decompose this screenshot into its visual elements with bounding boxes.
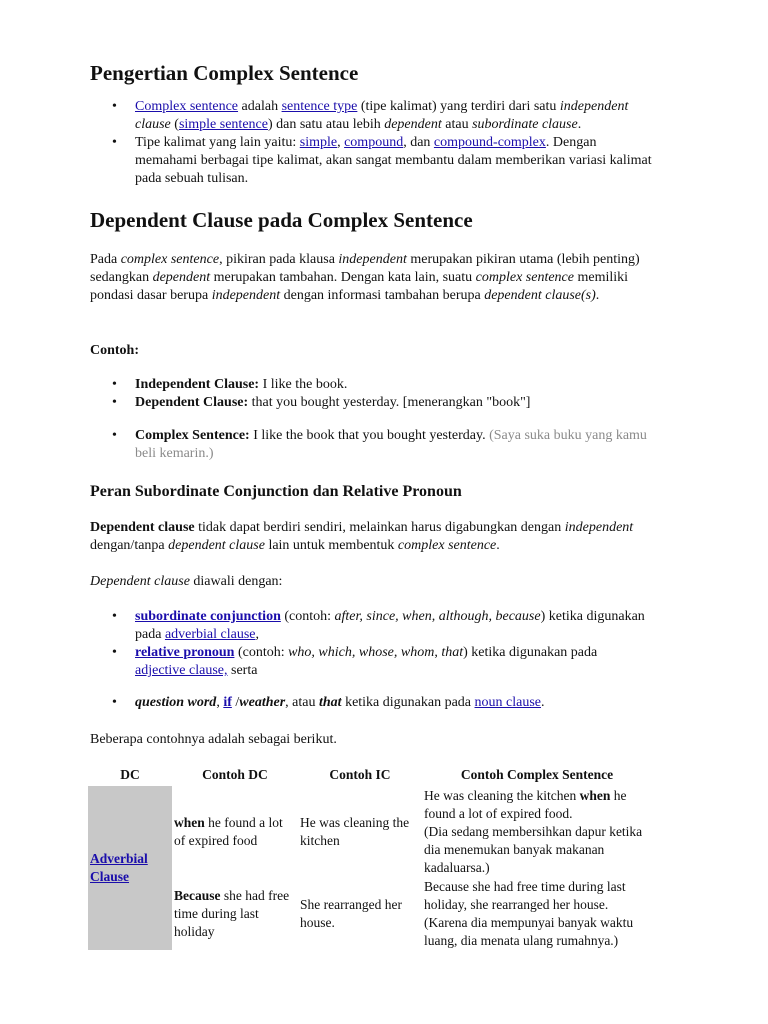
link-sentence-type[interactable]: sentence type <box>281 99 358 114</box>
header-dc: DC <box>120 767 140 782</box>
link-subordinate-conjunction[interactable]: subordinate conjunction <box>135 609 281 624</box>
list-item: • Dependent Clause: that you bought yesterday. [menerangkan "book"] <box>90 394 660 412</box>
heading-peran: Peran Subordinate Conjunction dan Relative Pronoun <box>90 483 462 500</box>
complex-example-list <box>90 427 660 463</box>
cell-contoh-ic: She rearranged her house. <box>300 897 402 930</box>
link-compound-complex[interactable]: compound-complex <box>433 135 546 150</box>
list-item: • question word, if /weather, atau that ketika digunakan pada noun clause. <box>90 694 660 712</box>
link-complex-sentence[interactable]: Complex sentence <box>135 99 239 114</box>
table-header-row <box>88 764 652 786</box>
cell-contoh-dc: when he found a lot of expired food <box>174 815 283 848</box>
cell-contoh-complex: He was cleaning the kitchen when he found a lot of expired food. (Dia sedang membersihkan dapur ketika dia menemukan banyak makanan kadaluarsa.) <box>424 788 643 875</box>
paragraph-definition: Pada complex sentence, pikiran pada klausa independent merupakan pikiran utama (lebih penting) sedangkan dependent merupakan tambahan. Dengan kata lain, suatu complex sentence memiliki pondasi dasar berupa independent dengan informasi tambahan berupa dependent clause(s). <box>90 252 640 303</box>
list-item: • subordinate conjunction (contoh: after, since, when, although, because) ketika digunakan pada adverbial clause, <box>90 608 650 644</box>
list-item: • Complex Sentence: I like the book that you bought yesterday. (Saya suka buku yang kamu beli kemarin.) <box>90 427 660 463</box>
link-adjective-clause[interactable]: adjective clause, <box>135 663 228 678</box>
link-if[interactable]: if <box>223 695 232 710</box>
header-contoh-complex: Contoh Complex Sentence <box>460 767 614 782</box>
contoh-label: Contoh: <box>90 343 140 358</box>
cell-contoh-complex: Because she had free time during last holiday, she rearranged her house. (Karena dia mempunyai banyak waktu luang, dia menata ulang rumahnya.) <box>424 879 634 948</box>
paragraph-starters-intro: Dependent clause diawali dengan: <box>90 574 283 589</box>
link-adverbial-clause-table[interactable]: Adverbial Clause <box>90 851 148 884</box>
link-simple[interactable]: simple <box>299 135 338 150</box>
table-row <box>88 786 652 878</box>
translation: (Saya suka buku yang kamu beli kemarin.) <box>135 428 647 461</box>
link-compound[interactable]: compound <box>344 135 404 150</box>
heading-dependent-clause: Dependent Clause pada Complex Sentence <box>90 208 473 232</box>
link-simple-sentence[interactable]: simple sentence <box>178 117 268 132</box>
list-item: • Independent Clause: I like the book. <box>90 376 660 394</box>
list-item: • Complex sentence adalah sentence type (tipe kalimat) yang terdiri dari satu independent clause (simple sentence) dan satu atau lebih dependent atau subordinate clause. <box>90 98 660 134</box>
cell-contoh-ic: He was cleaning the kitchen <box>300 815 410 848</box>
question-list <box>90 694 660 712</box>
header-contoh-ic: Contoh IC <box>329 767 391 782</box>
header-contoh-dc: Contoh DC <box>202 767 268 782</box>
paragraph-dependent-clause: Dependent clause tidak dapat berdiri sendiri, melainkan harus digabungkan dengan independent dengan/tanpa dependent clause lain untuk membentuk complex sentence. <box>90 520 634 553</box>
heading-pengertian: Pengertian Complex Sentence <box>90 61 359 85</box>
cell-contoh-dc: Because she had free time during last holiday <box>174 888 290 939</box>
intro-list <box>90 98 660 188</box>
list-item: • relative pronoun (contoh: who, which, whose, whom, that) ketika digunakan pada adjective clause, serta <box>90 644 650 680</box>
paragraph-examples-intro: Beberapa contohnya adalah sebagai berikut. <box>90 732 337 747</box>
list-item: • Tipe kalimat yang lain yaitu: simple, compound, dan compound-complex. Dengan memahami berbagai tipe kalimat, akan sangat membantu dalam memberikan variasi kalimat pada sebuah tulisan. <box>90 134 660 188</box>
link-relative-pronoun[interactable]: relative pronoun <box>135 645 235 660</box>
examples-table <box>88 764 652 950</box>
table-row <box>88 878 652 950</box>
starters-list <box>90 608 650 680</box>
dc-cell <box>88 786 172 950</box>
link-noun-clause[interactable]: noun clause <box>474 695 541 710</box>
examples-list <box>90 376 660 412</box>
link-adverbial-clause[interactable]: adverbial clause <box>164 627 256 642</box>
